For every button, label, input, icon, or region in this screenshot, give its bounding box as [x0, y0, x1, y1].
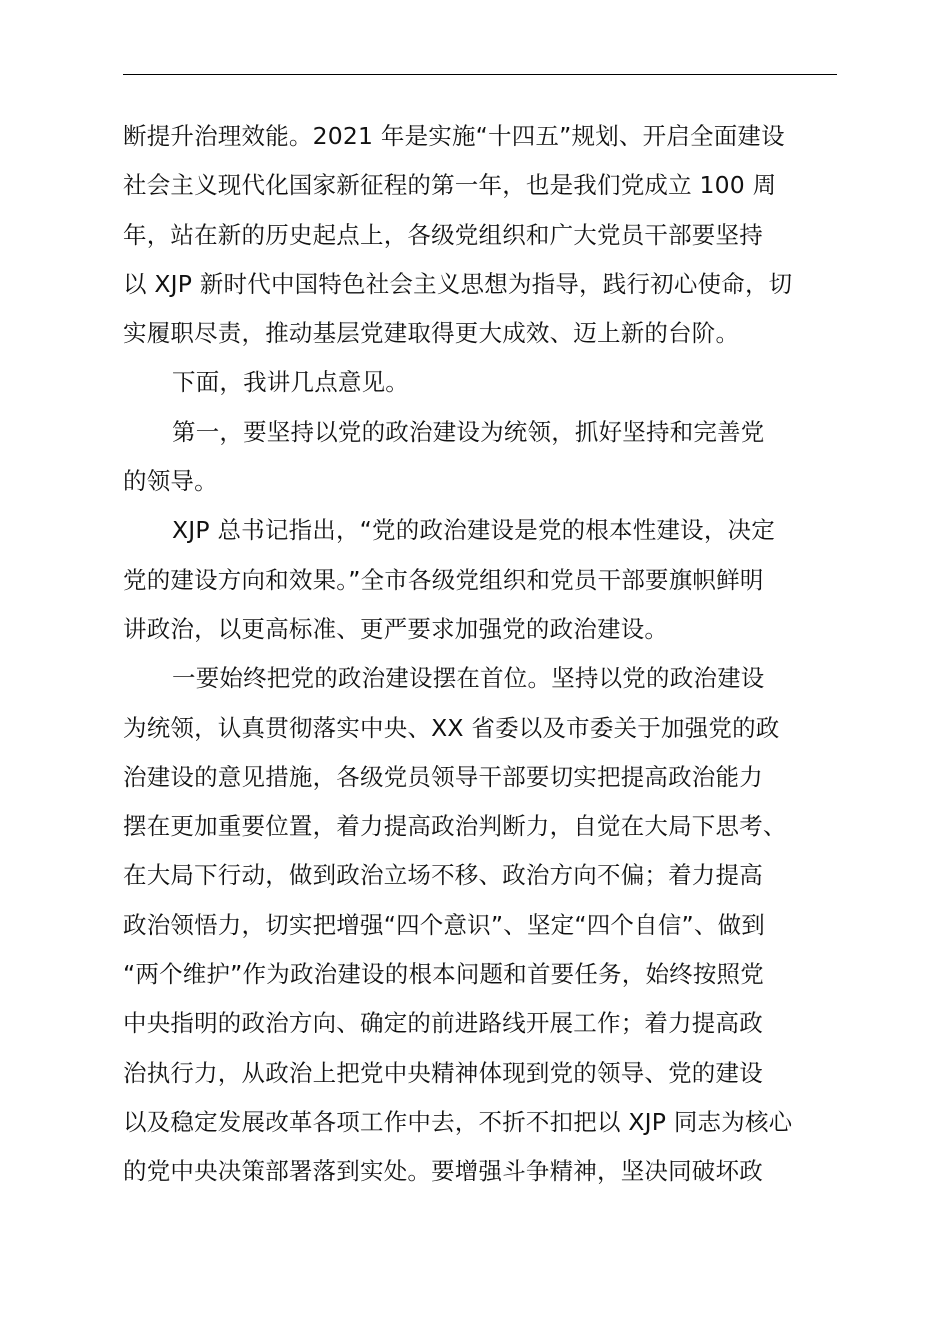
document-body — [123, 112, 837, 1197]
text-line: 党的建设方向和效果。”全市各级党组织和党员干部要旗帜鲜明 — [123, 565, 764, 594]
text-line: 社会主义现代化国家新征程的第一年，也是我们党成立 100 周 — [123, 171, 777, 200]
section-heading-line: 的领导。 — [123, 467, 218, 496]
text-line: 年，站在新的历史起点上，各级党组织和广大党员干部要坚持 — [123, 220, 763, 249]
text-line: 的党中央决策部署落到实处。要增强斗争精神，坚决同破坏政 — [123, 1157, 763, 1186]
text-line: 以 XJP 新时代中国特色社会主义思想为指导，践行初心使命，切 — [123, 269, 793, 298]
section-heading-line: 第一，要坚持以党的政治建设为统领，抓好坚持和完善党 — [172, 417, 765, 446]
text-line: 中央指明的政治方向、确定的前进路线开展工作；着力提高政 — [123, 1009, 763, 1038]
text-line: 治执行力，从政治上把党中央精神体现到党的领导、党的建设 — [123, 1058, 763, 1087]
text-line: 下面，我讲几点意见。 — [172, 368, 409, 397]
text-line: 以及稳定发展改革各项工作中去，不折不扣把以 XJP 同志为核心 — [123, 1107, 793, 1136]
text-line: XJP 总书记指出，“党的政治建设是党的根本性建设，决定 — [172, 516, 775, 545]
text-line: 讲政治，以更高标准、更严要求加强党的政治建设。 — [123, 614, 669, 643]
text-line: 断提升治理效能。2021 年是实施“十四五”规划、开启全面建设 — [123, 122, 785, 150]
text-line: “两个维护”作为政治建设的根本问题和首要任务，始终按照党 — [123, 960, 764, 989]
text-line: 一要始终把党的政治建设摆在首位。坚持以党的政治建设 — [172, 664, 765, 693]
text-line: 政治领悟力，切实把增强“四个意识”、坚定“四个自信”、做到 — [123, 910, 765, 939]
text-line: 实履职尽责，推动基层党建取得更大成效、迈上新的台阶。 — [123, 319, 740, 348]
text-line: 为统领，认真贯彻落实中央、XX 省委以及市委关于加强党的政 — [123, 713, 780, 742]
text-line: 在大局下行动，做到政治立场不移、政治方向不偏；着力提高 — [123, 861, 763, 890]
header-rule — [123, 74, 837, 75]
text-line: 摆在更加重要位置，着力提高政治判断力，自觉在大局下思考、 — [123, 812, 787, 841]
text-line: 治建设的意见措施，各级党员领导干部要切实把提高政治能力 — [123, 762, 763, 791]
